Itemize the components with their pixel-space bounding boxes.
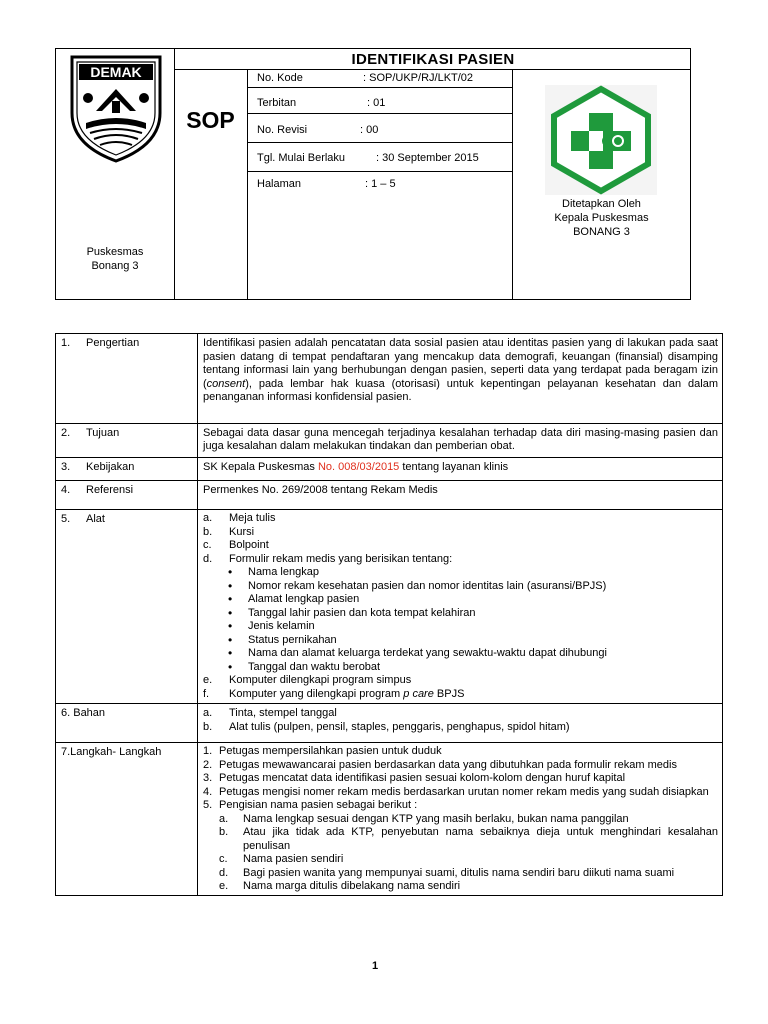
alat-list <box>203 512 718 566</box>
list-text: Komputer dilengkapi program simpus <box>229 674 412 686</box>
substep-text: Nama lengkap sesuai dengan KTP yang masih berlaku, bukan nama panggilan <box>243 812 629 825</box>
list-item <box>203 721 718 735</box>
step-item <box>203 772 718 786</box>
list-item <box>203 707 718 721</box>
kebijakan-sk-number: No. 008/03/2015 <box>317 460 400 473</box>
row-number: 1. <box>61 337 71 349</box>
row-number: 3. <box>61 460 71 473</box>
step-text: Petugas mencatat data identifikasi pasien sesuai kolom-kolom dengan huruf kapital <box>219 772 626 784</box>
list-marker: c. <box>203 539 212 551</box>
list-text: Alat tulis (pulpen, pensil, staples, penggaris, penghapus, spidol hitam) <box>229 720 570 733</box>
substep-text: Nama pasien sendiri <box>243 853 344 865</box>
langkah-list <box>203 745 718 813</box>
bullet-item: • Jenis kelamin <box>203 620 718 634</box>
step-marker: 3. <box>203 772 213 784</box>
row-referensi <box>56 481 723 510</box>
substep-text: Bagi pasien wanita yang mempunyai suami, ditulis nama sendiri baru diikuti nama suami <box>243 866 675 879</box>
field-value: : 00 <box>360 124 379 136</box>
list-text: Tinta, stempel tanggal <box>229 707 337 719</box>
row-content <box>198 510 723 704</box>
list-text: Komputer yang dilengkapi program <box>229 687 404 700</box>
bullet-item: • Nama dan alamat keluarga terdekat yang sewaktu-waktu dapat dihubungi <box>203 647 718 661</box>
list-text: Bolpoint <box>229 539 269 551</box>
row-label <box>56 457 198 481</box>
puskesmas-line: Bonang 3 <box>91 260 139 272</box>
step-text: Pengisian nama pasien sebagai berikut : <box>219 799 418 811</box>
row-tujuan <box>56 423 723 457</box>
row-title: Tujuan <box>86 426 120 439</box>
divider <box>512 69 513 299</box>
row-label: 6. Bahan <box>56 704 198 743</box>
divider <box>247 69 248 299</box>
row-kebijakan <box>56 457 723 481</box>
list-marker: d. <box>203 552 213 565</box>
substep-marker: a. <box>219 812 229 825</box>
list-text-italic: p care <box>403 687 434 700</box>
sop-label: SOP <box>186 107 235 133</box>
field-label: No. Kode <box>257 72 303 84</box>
ditetapkan-oleh <box>513 197 690 239</box>
svg-text:DEMAK: DEMAK <box>90 64 142 80</box>
list-text: Kursi <box>229 525 255 538</box>
step-marker: 2. <box>203 758 213 771</box>
row-content <box>198 457 723 481</box>
list-item <box>203 674 718 688</box>
sop-content-table <box>55 333 723 896</box>
field-value: : 01 <box>367 97 386 109</box>
row-label <box>56 510 198 704</box>
field-label: No. Revisi <box>257 124 308 136</box>
list-item <box>203 512 718 526</box>
row-number: 2. <box>61 426 71 439</box>
bullet-item: • Status pernikahan <box>203 634 718 648</box>
bullet-item: • Alamat lengkap pasien <box>203 593 718 607</box>
alat-list-continued <box>203 674 718 701</box>
bullet-item: • Nama lengkap <box>203 566 718 580</box>
list-marker: f. <box>203 687 210 700</box>
substep-item <box>203 826 718 853</box>
row-number: 5. <box>61 513 71 525</box>
list-text: BPJS <box>433 687 465 700</box>
row-content <box>198 743 723 896</box>
substep-marker: b. <box>219 826 229 838</box>
row-label <box>56 334 198 424</box>
field-label: Tgl. Mulai Berlaku <box>257 152 346 164</box>
list-marker: a. <box>203 707 213 719</box>
substep-item <box>203 853 718 867</box>
list-item <box>203 688 718 702</box>
list-item <box>203 526 718 540</box>
kebijakan-text: tentang layanan klinis <box>399 460 509 473</box>
ditetapkan-line: BONANG 3 <box>573 226 630 238</box>
step-item <box>203 786 718 800</box>
divider <box>174 49 175 299</box>
ditetapkan-line: Ditetapkan Oleh <box>562 198 641 210</box>
list-item <box>203 553 718 567</box>
bullet-item: • Tanggal dan waktu berobat <box>203 661 718 675</box>
bullet-item: • Nomor rekam kesehatan pasien dan nomor identitas lain (asuransi/BPJS) <box>203 580 718 594</box>
step-text: Petugas mengisi nomer rekam medis berdasarkan urutan nomer rekam medis yang sudah disiapkan <box>219 785 709 798</box>
step-item <box>203 799 718 813</box>
page-number: 1 <box>372 960 379 972</box>
step-text: Petugas mempersilahkan pasien untuk duduk <box>219 745 442 757</box>
substep-text: Nama marga ditulis dibelakang nama sendiri <box>243 880 461 892</box>
field-value: : SOP/UKP/RJ/LKT/02 <box>363 72 474 84</box>
step-item <box>203 745 718 759</box>
row-title: Alat <box>86 513 105 525</box>
row-langkah <box>56 743 723 896</box>
pengertian-text: ), pada lembar hak kuasa (otorisasi) untuk kepentingan pelayanan kesehatan dan dalam penanganan informasi konfidensial pasien. <box>203 377 718 403</box>
step-marker: 4. <box>203 785 213 798</box>
list-marker: a. <box>203 512 213 524</box>
substep-marker: e. <box>219 880 229 892</box>
row-alat <box>56 510 723 704</box>
list-text: Formulir rekam medis yang berisikan tentang: <box>229 552 453 565</box>
list-item <box>203 539 718 553</box>
row-number: 4. <box>61 484 71 496</box>
list-marker: e. <box>203 674 213 686</box>
row-title: Kebijakan <box>86 460 135 473</box>
divider <box>247 113 512 114</box>
list-marker: b. <box>203 525 213 538</box>
substep-marker: c. <box>219 853 228 865</box>
pengertian-italic: consent <box>206 377 246 390</box>
nama-pasien-sublist <box>203 813 718 894</box>
row-label: 7.Langkah- Langkah <box>56 743 198 896</box>
formulir-bullet-list <box>203 566 718 674</box>
divider <box>247 142 512 143</box>
field-label: Terbitan <box>257 97 297 109</box>
bahan-list <box>203 707 718 734</box>
bullet-item: • Tanggal lahir pasien dan kota tempat kelahiran <box>203 607 718 621</box>
divider <box>174 69 690 70</box>
document-title: IDENTIFIKASI PASIEN <box>351 51 515 68</box>
row-bahan <box>56 704 723 743</box>
list-text: Meja tulis <box>229 512 276 524</box>
puskesmas-name <box>56 245 174 273</box>
pengertian-text: Identifikasi pasien adalah pencatatan data sosial pasien atau identitas pasien yang di lakukan pada saat pasien datang di tempat pendaftaran yang mencakup data demografi, keuangan (finansial) disamping tentang informasi lain yang berhubungan dengan pasien, seperti data yang terdapat pada beragam izin ( <box>203 337 718 390</box>
substep-item <box>203 880 718 894</box>
puskesmas-line: Puskesmas <box>86 246 144 258</box>
demak-logo <box>68 53 164 165</box>
field-label: Halaman <box>257 178 302 190</box>
ditetapkan-line: Kepala Puskesmas <box>554 212 649 224</box>
row-pengertian <box>56 334 723 424</box>
divider <box>247 171 512 172</box>
row-title: Referensi <box>86 484 134 496</box>
step-marker: 1. <box>203 745 213 757</box>
list-marker: b. <box>203 720 213 733</box>
sop-header <box>55 48 691 300</box>
row-label <box>56 423 198 457</box>
row-label <box>56 481 198 510</box>
row-content <box>198 704 723 743</box>
divider <box>247 87 512 88</box>
row-content <box>198 334 723 424</box>
substep-text: Atau jika tidak ada KTP, penyebutan nama sebaiknya dieja untuk menghindari kesalahan penulisan <box>243 826 718 852</box>
row-content: Sebagai data dasar guna mencegah terjadinya kesalahan terhadap data diri masing-masing pasien dan juga kesalahan dalam melakukan tindakan dan pemberian obat. <box>198 423 723 457</box>
row-title: Pengertian <box>86 337 140 349</box>
substep-item <box>203 813 718 827</box>
step-text: Petugas mewawancarai pasien berdasarkan data yang dibutuhkan pada formulir rekam medis <box>219 758 677 771</box>
substep-marker: d. <box>219 866 229 879</box>
kebijakan-text: SK Kepala Puskesmas <box>203 460 318 473</box>
row-content: Permenkes No. 269/2008 tentang Rekam Medis <box>198 481 723 510</box>
field-value: : 30 September 2015 <box>376 152 479 164</box>
puskesmas-emblem <box>545 85 657 195</box>
step-item <box>203 759 718 773</box>
field-value: : 1 – 5 <box>365 178 396 190</box>
step-marker: 5. <box>203 799 213 811</box>
substep-item <box>203 867 718 881</box>
